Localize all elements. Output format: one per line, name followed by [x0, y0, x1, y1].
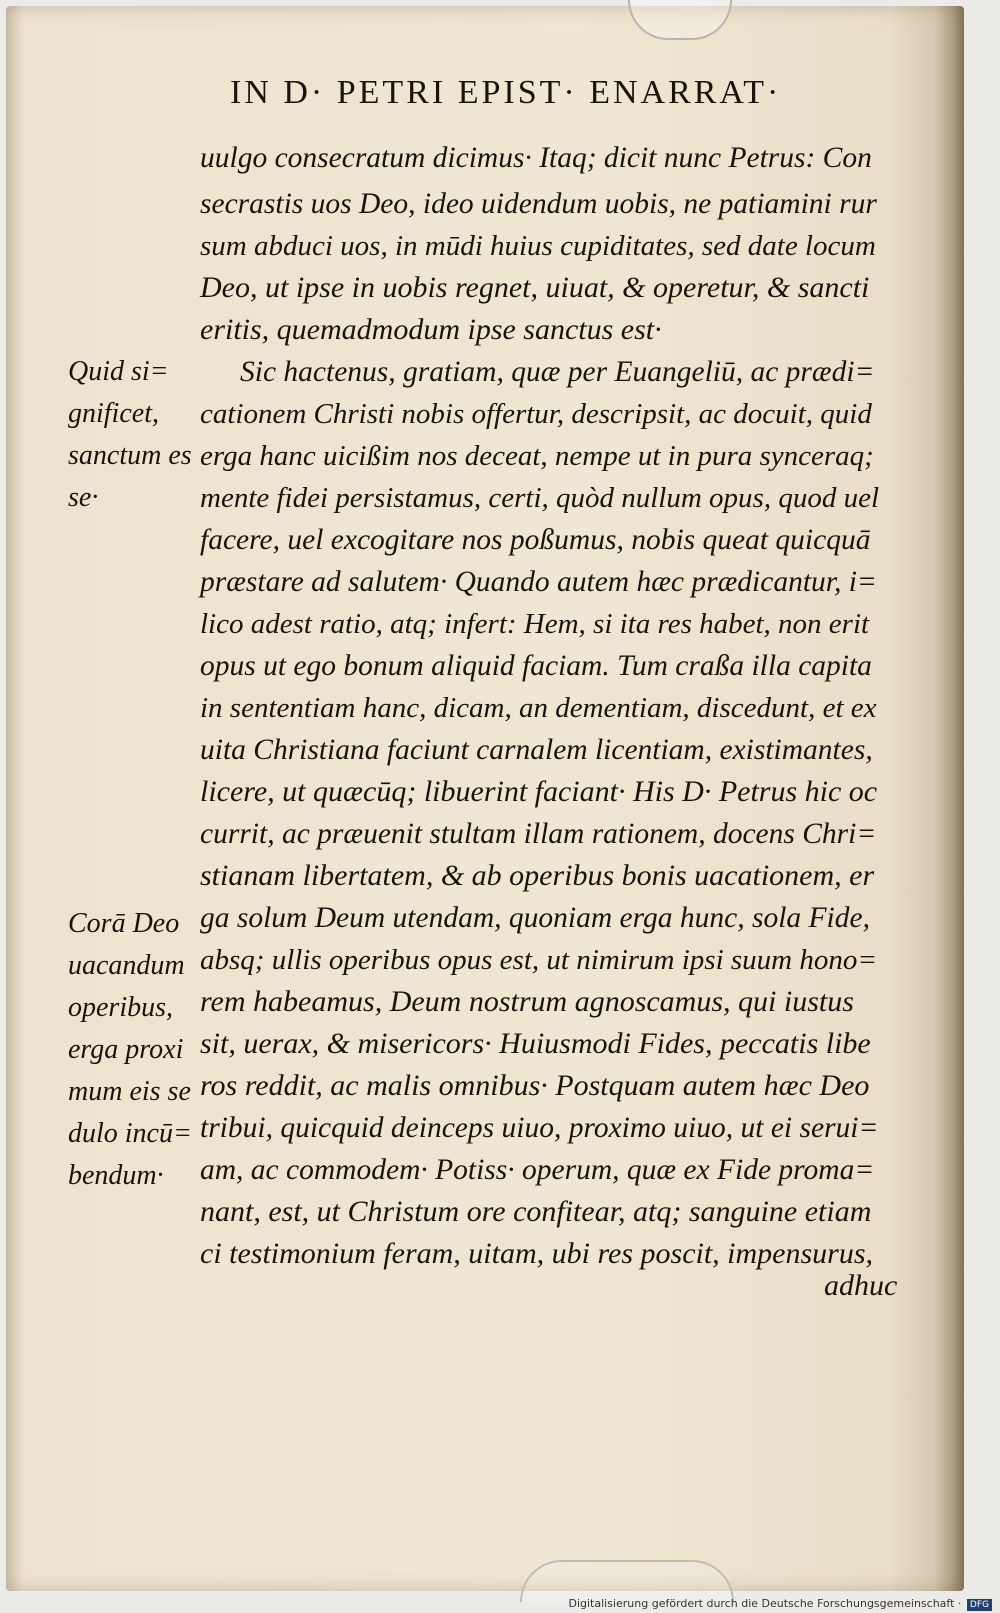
body-line: rem habeamus, Deum nostrum agnoscamus, qui iustus — [200, 985, 854, 1018]
margin-note: bendum· — [68, 1160, 164, 1191]
page-edge-shadow — [934, 6, 964, 1591]
body-line: licere, ut quæcūq; libuerint faciant· His D· Petrus hic oc — [200, 775, 878, 808]
body-line: ros reddit, ac malis omnibus· Postquam autem hæc Deo — [200, 1069, 870, 1102]
margin-note: gnificet, — [68, 398, 159, 429]
body-line: Deo, ut ipse in uobis regnet, uiuat, & operetur, & sancti — [200, 271, 870, 304]
margin-note: Quid si= — [68, 356, 169, 387]
margin-note: mum eis se — [68, 1076, 191, 1107]
body-line: mente fidei persistamus, certi, quòd nullum opus, quod uel — [200, 482, 880, 514]
body-line: am, ac commodem· Potiss· operum, quæ ex Fide proma= — [200, 1154, 875, 1186]
body-line: currit, ac præuenit stultam illam rationem, docens Chri= — [200, 818, 877, 850]
catchword: adhuc — [824, 1269, 898, 1302]
body-line: præstare ad salutem· Quando autem hæc prædicantur, i= — [200, 566, 877, 598]
margin-note: sanctum es — [68, 440, 192, 471]
body-line: stianam libertatem, & ab operibus bonis uacationem, er — [200, 859, 875, 892]
body-line: sit, uerax, & misericors· Huiusmodi Fides, peccatis libe — [200, 1027, 871, 1060]
running-title: IN D· PETRI EPIST· ENARRAT· — [230, 74, 782, 111]
body-line: in sententiam hanc, dicam, an dementiam, discedunt, et ex — [200, 692, 877, 724]
dfg-logo: DFG — [967, 1599, 992, 1611]
margin-note: erga proxi — [68, 1034, 184, 1065]
body-line: sum abduci uos, in mūdi huius cupiditates, sed date locum — [200, 230, 876, 262]
footer-credit — [568, 1597, 992, 1611]
body-line: ci testimonium feram, uitam, ubi res poscit, impensurus, — [200, 1237, 874, 1270]
body-line: lico adest ratio, atq; infert: Hem, si ita res habet, non erit — [200, 608, 870, 640]
body-line: tribui, quicquid deinceps uiuo, proximo uiuo, ut ei serui= — [200, 1112, 879, 1144]
page-clip-bottom — [520, 1560, 734, 1602]
margin-note: dulo incū= — [68, 1118, 192, 1149]
body-line: absq; ullis operibus opus est, ut nimirum ipsi suum hono= — [200, 944, 877, 976]
body-line: opus ut ego bonum aliquid faciam. Tum craßa illa capita — [200, 650, 872, 682]
body-line: secrastis uos Deo, ideo uidendum uobis, ne patiamini rur — [200, 188, 877, 220]
margin-note: uacandum — [68, 950, 185, 981]
body-line: Sic hactenus, gratiam, quæ per Euangeliū, ac prædi= — [240, 356, 875, 388]
body-line: eritis, quemadmodum ipse sanctus est· — [200, 313, 662, 346]
body-line: uulgo consecratum dicimus· Itaq; dicit nunc Petrus: Con — [200, 142, 872, 174]
body-line: erga hanc uicißim nos deceat, nempe ut in pura synceraq; — [200, 440, 874, 472]
footer-credit-text: Digitalisierung gefördert durch die Deutsche Forschungsgemeinschaft · — [568, 1597, 962, 1610]
margin-note: se· — [68, 482, 99, 513]
margin-note: operibus, — [68, 992, 173, 1023]
body-line: uita Christiana faciunt carnalem licentiam, existimantes, — [200, 734, 873, 766]
body-line: facere, uel excogitare nos poßumus, nobis queat quicquā — [200, 524, 871, 556]
body-line: nant, est, ut Christum ore confitear, atq; sanguine etiam — [200, 1195, 872, 1228]
body-line: cationem Christi nobis offertur, descripsit, ac docuit, quid — [200, 398, 872, 430]
body-line: ga solum Deum utendam, quoniam erga hunc, sola Fide, — [200, 902, 870, 934]
margin-note: Corā Deo — [68, 908, 180, 939]
